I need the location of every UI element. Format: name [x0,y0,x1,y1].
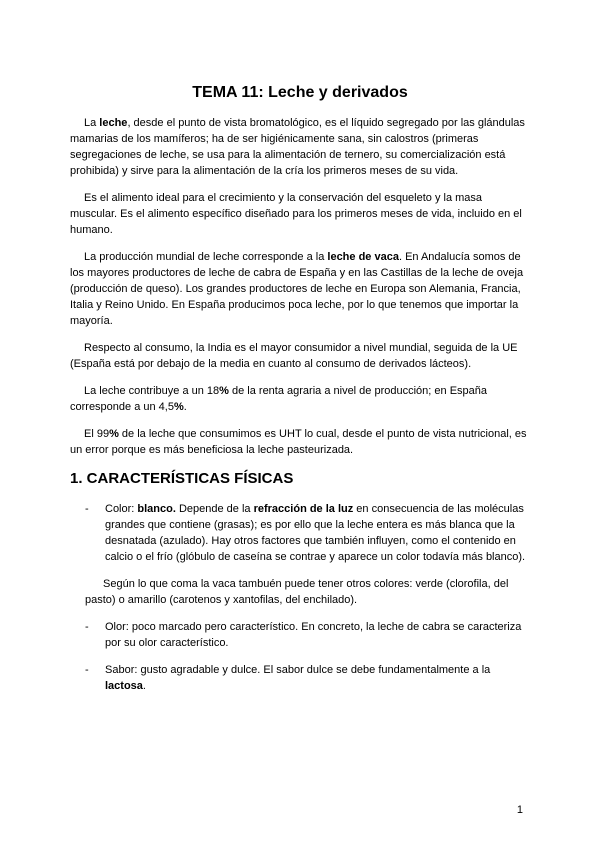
bullet-dash: - [85,621,89,633]
bullet-item-olor [70,619,530,651]
paragraph-alimento-ideal: Es el alimento ideal para el crecimiento y la conservación del esqueleto y la masa muscular. Es el alimento específico diseñado para los primeros meses de vida, incluido en el humano. [70,192,522,236]
bullet-text-sabor: Sabor: gusto agradable y dulce. El sabor dulce se debe fundamentalmente a la lactosa. [105,664,491,692]
document-title: TEMA 11: Leche y derivados [192,84,408,101]
bullet-dash: - [85,664,89,676]
paragraph-renta-agraria: La leche contribuye a un 18% de la renta agraria a nivel de producción; en España corresponde a un 4,5%. [70,385,487,413]
section-heading-caracteristicas-fisicas: 1. CARACTERÍSTICAS FÍSICAS [70,470,294,487]
paragraph-otros-colores: Según lo que coma la vaca tambuén puede tener otros colores: verde (clorofila, del pasto) o amarillo (carotenos y xantofilas, del enchilado). [85,578,509,606]
paragraph-leche-uht: El 99% de la leche que consumimos es UHT lo cual, desde el punto de vista nutricional, es un error porque es más beneficiosa la leche pasteurizada. [70,428,527,456]
page-number: 1 [516,804,523,816]
bullet-text-olor: Olor: poco marcado pero característico. En concreto, la leche de cabra se caracteriza por su olor característico. [105,621,522,649]
paragraph-definicion-leche: La leche, desde el punto de vista bromatológico, es el líquido segregado por las glándulas mamarias de los mamíferos; ha de ser higiénicamente sana, sin calostros (primeras segregaciones de leche, se usa para la alimentación de ternero, su comercialización está prohibida) y sirve para la alimentación de la cría los primeros meses de su vida. [70,117,525,177]
bullet-text-color: Color: blanco. Depende de la refracción de la luz en consecuencia de las moléculas grandes que contiene (grasas); es por ello que la leche entera es más blanca que la desnatada (azulado). Hay otros factores que también influyen, como el contenido en calcio o el frío (glóbulo de caseína se contrae y aparece un color todavía más blanco). [105,503,526,563]
bullet-dash: - [85,503,89,515]
paragraph-produccion-mundial: La producción mundial de leche corresponde a la leche de vaca. En Andalucía somos de los mayores productores de leche de cabra de España y en las Castillas de la leche de oveja (producción de queso). Los grandes productores de leche en Europa son Alemania, Francia, Italia y Reino Unido. En España producimos poca leche, por lo que tenemos que importar la mayoría. [70,251,524,327]
bullet-item-color [70,501,530,565]
paragraph-consumo: Respecto al consumo, la India es el mayor consumidor a nivel mundial, seguida de la UE (España está por debajo de la media en cuanto al consumo de derivados lácteos). [70,342,518,370]
bullet-item-sabor [70,662,530,694]
